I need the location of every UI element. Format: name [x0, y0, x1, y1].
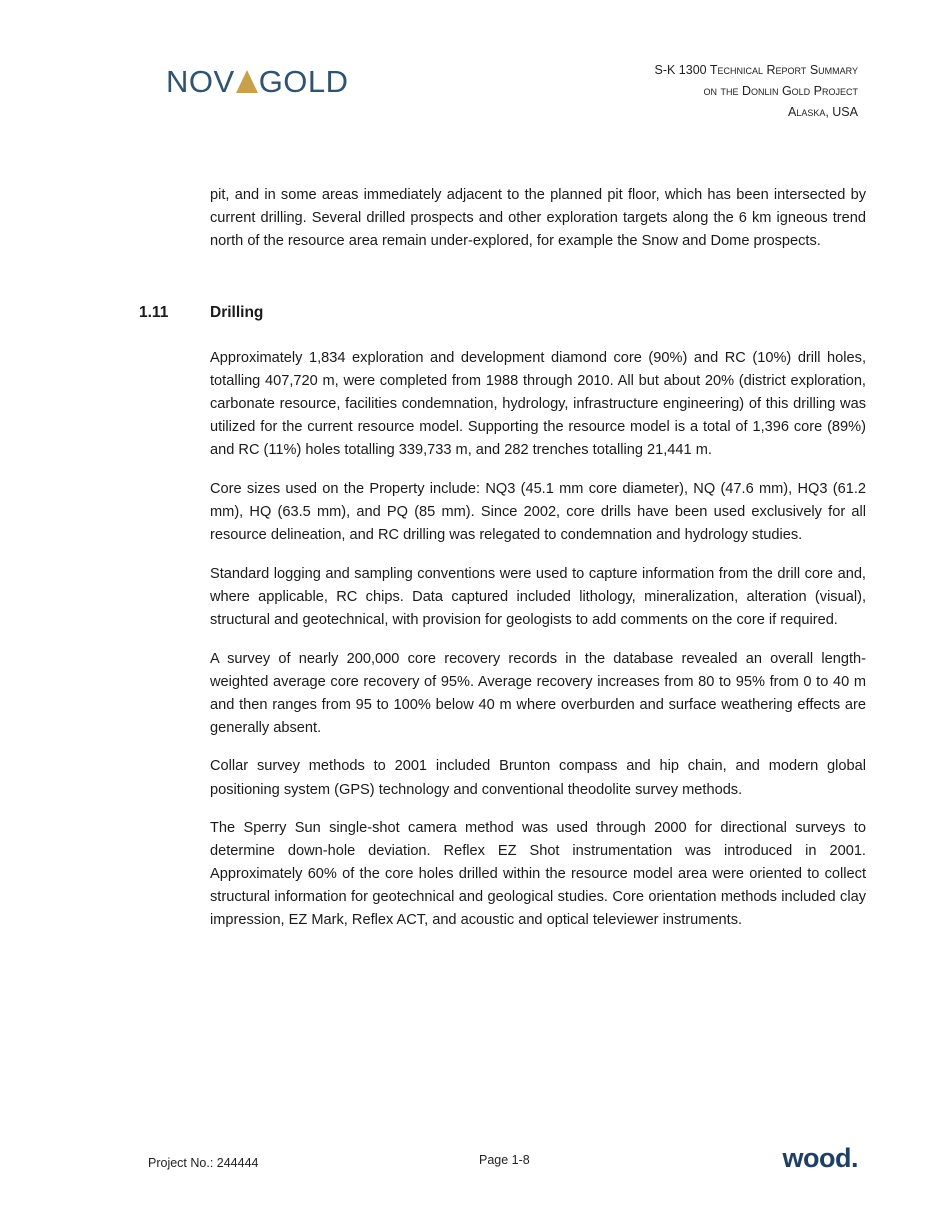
paragraph-core-recovery: A survey of nearly 200,000 core recovery records in the database revealed an overall length-weighted average core recovery of 95%. Average recovery increases from 80 to 95% from 0 to 40 m and then ranges from 95 to 100% below 40 m where overburden and surface weathering effects are generally absent.	[210, 650, 866, 736]
logo-text-left: NOV	[166, 64, 235, 99]
logo-triangle-icon	[236, 70, 258, 93]
header-line-3: Alaska, USA	[787, 105, 858, 119]
header-line-2: on the Donlin Gold Project	[703, 84, 858, 98]
report-header	[655, 60, 859, 123]
paragraph-drill-holes: Approximately 1,834 exploration and development diamond core (90%) and RC (10%) drill holes, totalling 407,720 m, were completed from 1988 through 2010. All but about 20% (district exploration, carbonate resource, facilities condemnation, hydrology, infrastructure engineering) of this drilling was utilized for the current resource model. Supporting the resource model is a total of 1,396 core (89%) and RC (11%) holes totalling 339,733 m, and 282 trenches totalling 21,441 m.	[210, 350, 866, 459]
logo-text-right: GOLD	[258, 64, 349, 99]
section-title: Drilling	[210, 304, 264, 321]
section-heading	[139, 304, 263, 322]
section-number: 1.11	[139, 304, 169, 321]
paragraph-collar-survey: Collar survey methods to 2001 included Brunton compass and hip chain, and modern global positioning system (GPS) technology and conventional theodolite survey methods.	[210, 758, 866, 798]
intro-block	[210, 184, 866, 253]
paragraph-logging: Standard logging and sampling conventions were used to capture information from the drill core and, where applicable, RC chips. Data captured included lithology, mineralization, alteration (visual), structural and geotechnical, with provision for geologists to add comments on the core if required.	[210, 565, 866, 628]
project-number: Project No.: 244444	[148, 1156, 259, 1170]
section-body	[210, 347, 866, 948]
page-number: Page 1-8	[479, 1153, 530, 1167]
paragraph-core-sizes: Core sizes used on the Property include: NQ3 (45.1 mm core diameter), NQ (47.6 mm), HQ3 (61.2 mm), HQ (63.5 mm), and PQ (85 mm). Since 2002, core drills have been used exclusively for all resource delineation, and RC drilling was relegated to condemnation and hydrology studies.	[210, 480, 866, 544]
wood-logo: wood.	[782, 1143, 858, 1173]
paragraph-downhole-survey: The Sperry Sun single-shot camera method was used through 2000 for directional surveys to determine down-hole deviation. Reflex EZ Shot instrumentation was introduced in 2001. Approximately 60% of the core holes drilled within the resource model area were oriented to collect structural information for geotechnical and geological studies. Core orientation methods included clay impression, EZ Mark, Reflex ACT, and acoustic and optical televiewer instruments.	[210, 820, 866, 929]
novagold-logo	[166, 64, 349, 100]
intro-paragraph: pit, and in some areas immediately adjacent to the planned pit floor, which has been intersected by current drilling. Several drilled prospects and other exploration targets along the 6 km igneous trend north of the resource area remain under-explored, for example the Snow and Dome prospects.	[210, 187, 866, 250]
header-line-1: S-K 1300 Technical Report Summary	[654, 63, 858, 77]
